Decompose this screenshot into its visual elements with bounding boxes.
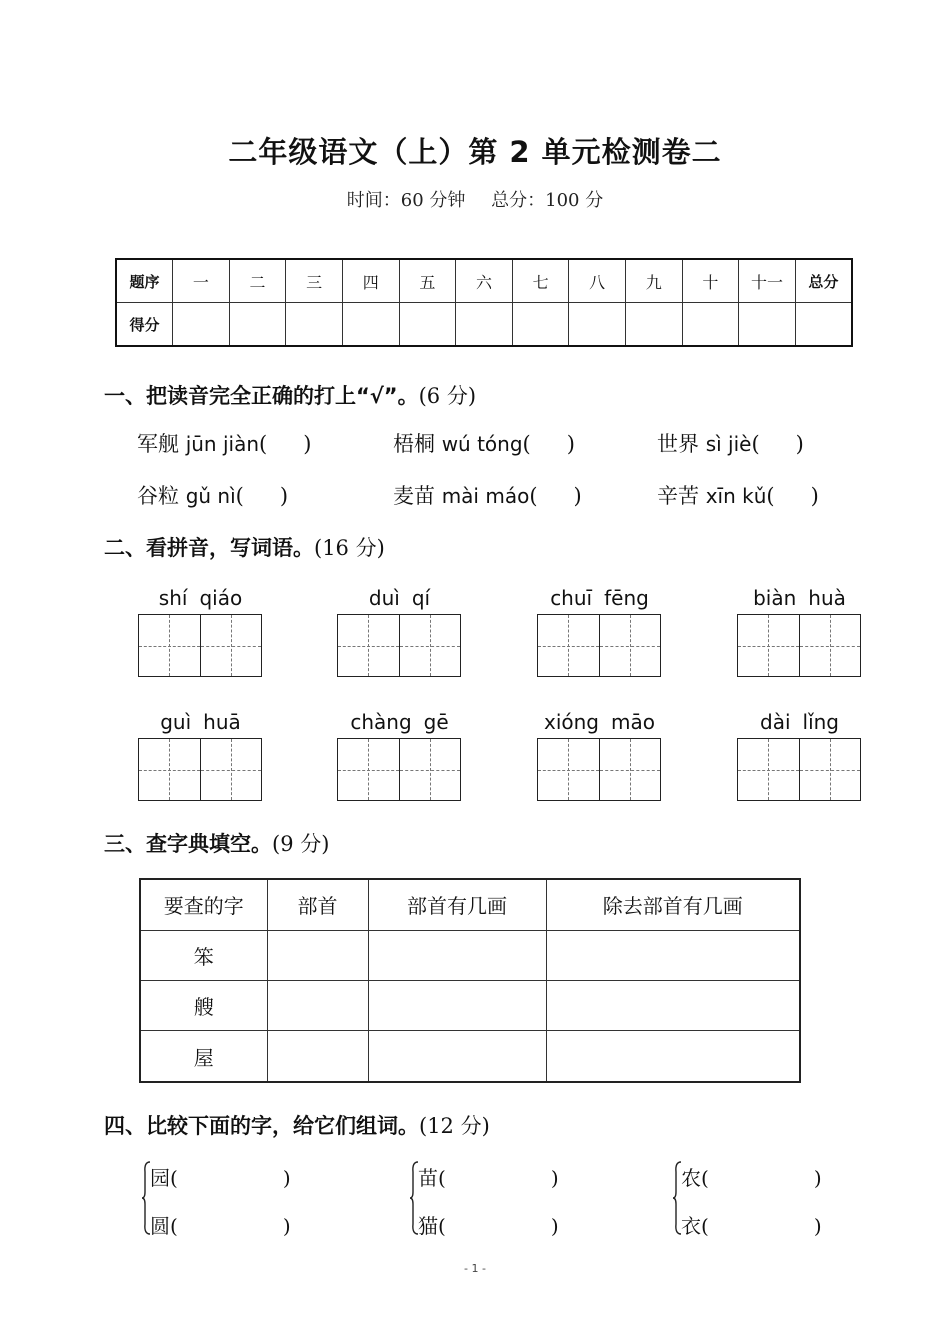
- score-header-cell: 十: [682, 259, 739, 303]
- score-input-cell[interactable]: [795, 303, 852, 347]
- q1-item: [657, 480, 819, 510]
- tianzige-grid[interactable]: [138, 738, 262, 801]
- tianzige-cell[interactable]: [538, 615, 599, 676]
- word-blank[interactable]: ( ): [701, 1214, 822, 1238]
- score-header-cell: 总分: [795, 259, 852, 303]
- section2-title: 二、看拼音，写词语。: [104, 536, 314, 560]
- score-table-score-row: [116, 303, 852, 347]
- section4-title: 四、比较下面的字，给它们组词。: [104, 1114, 419, 1138]
- lookup-char: 艘: [140, 980, 267, 1030]
- compare-char: 衣: [681, 1214, 701, 1238]
- compare-char: 猫: [418, 1214, 438, 1238]
- brace-icon: [410, 1160, 418, 1236]
- word-blank[interactable]: ( ): [701, 1166, 822, 1190]
- q1-word: 世界: [657, 432, 699, 456]
- pinyin-writing-item: [337, 710, 462, 801]
- tianzige-cell[interactable]: [399, 739, 461, 800]
- tianzige-cell[interactable]: [200, 615, 262, 676]
- score-input-cell[interactable]: [625, 303, 682, 347]
- q1-answer-blank[interactable]: ( ): [235, 484, 289, 508]
- compare-pair: [142, 1160, 312, 1240]
- brace-icon: [673, 1160, 681, 1236]
- dictionary-row: [140, 1031, 800, 1082]
- score-input-cell[interactable]: [229, 303, 286, 347]
- lookup-char: 笨: [140, 930, 267, 980]
- answer-cell[interactable]: [546, 930, 800, 980]
- q1-pinyin: mài máo: [441, 484, 530, 508]
- dictionary-table: [139, 878, 801, 1083]
- word-blank[interactable]: ( ): [170, 1166, 291, 1190]
- answer-cell[interactable]: [368, 980, 546, 1030]
- q1-word: 辛苦: [657, 484, 699, 508]
- answer-cell[interactable]: [546, 1031, 800, 1082]
- exam-meta: [0, 186, 950, 212]
- score-header-cell: 十一: [739, 259, 796, 303]
- q1-answer-blank[interactable]: ( ): [522, 432, 575, 456]
- score-input-cell[interactable]: [399, 303, 456, 347]
- answer-cell[interactable]: [267, 980, 368, 1030]
- pinyin-prompt: shí qiáo: [158, 586, 243, 610]
- pinyin-writing-item: [537, 710, 662, 801]
- score-header-cell: 三: [286, 259, 343, 303]
- answer-cell[interactable]: [368, 930, 546, 980]
- dictionary-row: [140, 980, 800, 1030]
- q1-item: [393, 480, 582, 510]
- tianzige-cell[interactable]: [139, 739, 200, 800]
- tianzige-cell[interactable]: [599, 615, 661, 676]
- q1-pinyin: jūn jiàn: [185, 432, 259, 456]
- tianzige-cell[interactable]: [338, 615, 399, 676]
- tianzige-cell[interactable]: [799, 615, 861, 676]
- tianzige-cell[interactable]: [200, 739, 262, 800]
- score-input-cell[interactable]: [569, 303, 626, 347]
- lookup-char: 屋: [140, 1031, 267, 1082]
- page-title: 二年级语文（上）第 2 单元检测卷二: [228, 135, 722, 169]
- q1-word: 军舰: [137, 432, 179, 456]
- tianzige-grid[interactable]: [537, 738, 661, 801]
- tianzige-cell[interactable]: [738, 739, 799, 800]
- tianzige-cell[interactable]: [338, 739, 399, 800]
- score-input-cell[interactable]: [456, 303, 513, 347]
- compare-row: [418, 1162, 559, 1191]
- compare-char: 苗: [418, 1166, 438, 1190]
- tianzige-cell[interactable]: [139, 615, 200, 676]
- tianzige-grid[interactable]: [537, 614, 661, 677]
- score-header-cell: 一: [173, 259, 230, 303]
- compare-row: [150, 1162, 291, 1191]
- score-header-cell: 二: [229, 259, 286, 303]
- section2-heading: [104, 532, 385, 562]
- word-blank[interactable]: ( ): [438, 1166, 559, 1190]
- tianzige-grid[interactable]: [737, 614, 861, 677]
- q1-word: 梧桐: [393, 432, 435, 456]
- score-input-cell[interactable]: [342, 303, 399, 347]
- q1-item: [137, 428, 311, 458]
- compare-pair: [673, 1160, 843, 1240]
- dictionary-header-row: [140, 879, 800, 930]
- q1-word: 麦苗: [393, 484, 435, 508]
- score-header-cell: 题序: [116, 259, 173, 303]
- dictionary-header-cell: 要查的字: [140, 879, 267, 930]
- page-number: - 1 -: [464, 1262, 486, 1275]
- q1-answer-blank[interactable]: ( ): [766, 484, 819, 508]
- word-blank[interactable]: ( ): [438, 1214, 559, 1238]
- compare-row: [150, 1210, 291, 1239]
- score-table: [115, 258, 853, 347]
- q1-pinyin: sì jiè: [705, 432, 752, 456]
- q1-item: [137, 480, 288, 510]
- pinyin-prompt: xióng māo: [544, 710, 655, 734]
- tianzige-cell[interactable]: [538, 739, 599, 800]
- dictionary-header-cell: 部首有几画: [368, 879, 546, 930]
- q1-word: 谷粒: [137, 484, 179, 508]
- q1-answer-blank[interactable]: ( ): [529, 484, 582, 508]
- score-header-cell: 七: [512, 259, 569, 303]
- pinyin-writing-item: [737, 710, 862, 801]
- q1-pinyin: wú tóng: [441, 432, 523, 456]
- score-header-cell: 九: [625, 259, 682, 303]
- exam-total: 总分：100 分: [491, 190, 604, 211]
- score-input-cell[interactable]: [739, 303, 796, 347]
- word-blank[interactable]: ( ): [170, 1214, 291, 1238]
- q1-answer-blank[interactable]: ( ): [751, 432, 804, 456]
- compare-row: [681, 1210, 822, 1239]
- q1-pinyin: gǔ nì: [185, 484, 236, 508]
- pinyin-writing-item: [537, 586, 662, 677]
- score-header-cell: 六: [456, 259, 513, 303]
- score-row-label: 得分: [116, 303, 173, 347]
- q1-pinyin: xīn kǔ: [705, 484, 767, 508]
- exam-time: 时间：60 分钟: [346, 190, 466, 211]
- section4-points: (12 分): [419, 1114, 490, 1138]
- tianzige-cell[interactable]: [599, 739, 661, 800]
- compare-row: [418, 1210, 559, 1239]
- score-input-cell[interactable]: [286, 303, 343, 347]
- compare-char: 农: [681, 1166, 701, 1190]
- pinyin-writing-item: [337, 586, 462, 677]
- tianzige-cell[interactable]: [399, 615, 461, 676]
- compare-row: [681, 1162, 822, 1191]
- section1-points: (6 分): [418, 384, 477, 408]
- section3-title: 三、查字典填空。: [104, 832, 272, 856]
- pinyin-writing-item: [138, 710, 263, 801]
- pinyin-writing-item: [138, 586, 263, 677]
- q1-item: [393, 428, 575, 458]
- answer-cell[interactable]: [368, 1031, 546, 1082]
- pinyin-prompt: biàn huà: [753, 586, 846, 610]
- pinyin-prompt: dài lǐng: [760, 710, 839, 734]
- pinyin-prompt: duì qí: [368, 586, 431, 610]
- compare-char: 圆: [150, 1214, 170, 1238]
- score-table-header-row: [116, 259, 852, 303]
- score-header-cell: 八: [569, 259, 626, 303]
- section1-title: 一、把读音完全正确的打上“√”。: [104, 384, 419, 408]
- answer-cell[interactable]: [267, 1031, 368, 1082]
- answer-cell[interactable]: [267, 930, 368, 980]
- q1-item: [657, 428, 804, 458]
- section2-points: (16 分): [314, 536, 385, 560]
- score-header-cell: 五: [399, 259, 456, 303]
- answer-cell[interactable]: [546, 980, 800, 1030]
- pinyin-writing-item: [737, 586, 862, 677]
- score-header-cell: 四: [342, 259, 399, 303]
- score-input-cell[interactable]: [682, 303, 739, 347]
- section3-heading: [104, 828, 329, 858]
- tianzige-grid[interactable]: [138, 614, 262, 677]
- section1-heading: [104, 380, 476, 410]
- pinyin-prompt: chuī fēng: [550, 586, 649, 610]
- section3-points: (9 分): [272, 832, 330, 856]
- pinyin-prompt: chàng gē: [350, 710, 449, 734]
- dictionary-header-cell: 除去部首有几画: [546, 879, 800, 930]
- compare-pair: [410, 1160, 580, 1240]
- tianzige-grid[interactable]: [737, 738, 861, 801]
- dictionary-header-cell: 部首: [267, 879, 368, 930]
- section4-heading: [104, 1110, 490, 1140]
- tianzige-grid[interactable]: [337, 738, 461, 801]
- tianzige-grid[interactable]: [337, 614, 461, 677]
- score-input-cell[interactable]: [512, 303, 569, 347]
- brace-icon: [142, 1160, 150, 1236]
- q1-answer-blank[interactable]: ( ): [259, 432, 312, 456]
- tianzige-cell[interactable]: [799, 739, 861, 800]
- compare-char: 园: [150, 1166, 170, 1190]
- tianzige-cell[interactable]: [738, 615, 799, 676]
- dictionary-row: [140, 930, 800, 980]
- pinyin-prompt: guì huā: [160, 710, 241, 734]
- score-input-cell[interactable]: [173, 303, 230, 347]
